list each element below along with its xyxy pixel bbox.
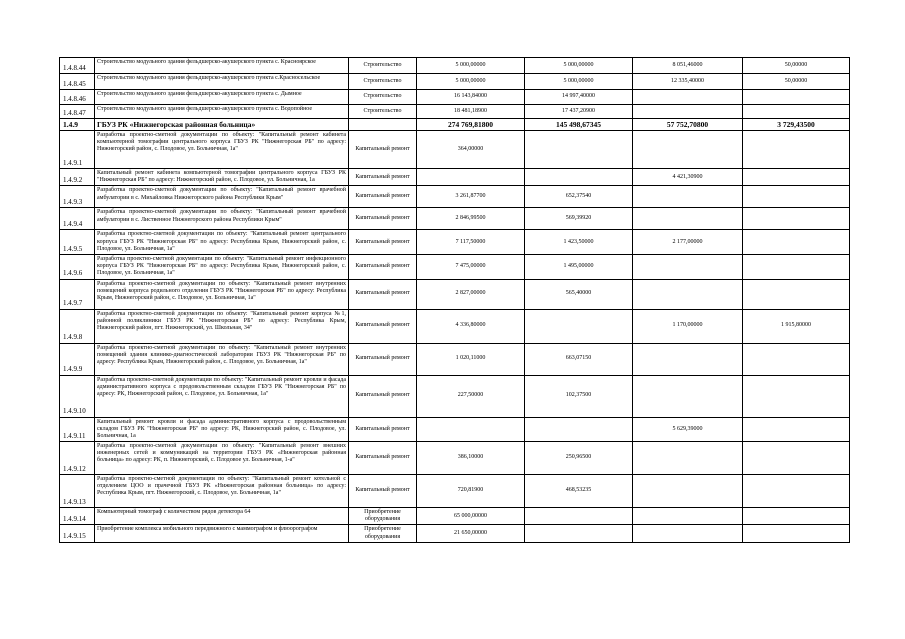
value-col-3 — [633, 442, 743, 475]
value-col-3: 4 421,30900 — [633, 169, 743, 186]
value-col-1: 18 481,18900 — [417, 105, 525, 119]
value-col-1: 720,81900 — [417, 475, 525, 508]
value-col-3 — [633, 186, 743, 208]
value-col-1 — [417, 169, 525, 186]
value-col-4 — [743, 475, 850, 508]
value-col-1 — [417, 417, 525, 442]
row-number: 1.4.9.4 — [60, 208, 95, 230]
table-row — [60, 169, 850, 186]
value-col-2 — [525, 131, 633, 169]
value-col-1: 5 000,00000 — [417, 74, 525, 90]
value-col-1: 386,10000 — [417, 442, 525, 475]
table-row — [60, 74, 850, 90]
value-col-3 — [633, 525, 743, 542]
row-number: 1.4.8.46 — [60, 90, 95, 105]
value-col-2 — [525, 309, 633, 343]
table-row — [60, 279, 850, 309]
row-type: Капитальный ремонт — [349, 186, 417, 208]
row-type: Приобретение оборудования — [349, 508, 417, 525]
value-col-4 — [743, 131, 850, 169]
row-name: Строительство модульного здания фельдшерско-акушерского пункта с. Водопойное — [95, 105, 349, 119]
value-col-2: 569,39920 — [525, 208, 633, 230]
table-row — [60, 475, 850, 508]
value-col-4 — [743, 169, 850, 186]
row-name: Разработка проектно-сметной документации по объекту: "Капитальный ремонт внутренних помещений корпуса родильного отделения ГБУЗ РК "Нижнегорская РБ" по адресу: Республика Крым, Нижнегорский район, с. Плодовое, ул. Больничная, 1а" — [95, 279, 349, 309]
row-name: Разработка проектно-сметной документации по объекту: "Капитальный ремонт внешних инженерных сетей и коммуникаций на территории ГБУЗ РК «Нижнегорская районная больница» по адресу: РК, п. Нижнегорский, с. Плодовое ул. Больничная, 1-а" — [95, 442, 349, 475]
value-col-2: 5 000,00000 — [525, 74, 633, 90]
value-col-4: 50,00000 — [743, 74, 850, 90]
value-col-4: 3 729,43500 — [743, 119, 850, 131]
table-row — [60, 230, 850, 255]
value-col-3: 2 177,00000 — [633, 230, 743, 255]
value-col-1: 7 117,50000 — [417, 230, 525, 255]
row-number: 1.4.9.7 — [60, 279, 95, 309]
row-number: 1.4.9.13 — [60, 475, 95, 508]
row-type: Строительство — [349, 105, 417, 119]
table-row — [60, 105, 850, 119]
row-number: 1.4.9.1 — [60, 131, 95, 169]
value-col-4 — [743, 343, 850, 375]
table-row — [60, 442, 850, 475]
table-row — [60, 375, 850, 417]
row-number: 1.4.9.10 — [60, 375, 95, 417]
table-row — [60, 525, 850, 542]
row-name: Компьютерный томограф с количеством рядов детектора 64 — [95, 508, 349, 525]
value-col-2 — [525, 525, 633, 542]
row-name: Разработка проектно-сметной документации по объекту: "Капитальный ремонт врачебной амбулатории в с. Лиственное Нижнегорского района Республики Крым" — [95, 208, 349, 230]
value-col-4 — [743, 375, 850, 417]
value-col-2: 1 495,00000 — [525, 254, 633, 279]
value-col-4 — [743, 417, 850, 442]
row-type: Капитальный ремонт — [349, 417, 417, 442]
value-col-2: 250,96500 — [525, 442, 633, 475]
value-col-2: 145 498,67345 — [525, 119, 633, 131]
table-row — [60, 343, 850, 375]
value-col-4 — [743, 525, 850, 542]
value-col-3 — [633, 508, 743, 525]
value-col-4 — [743, 254, 850, 279]
value-col-2 — [525, 417, 633, 442]
row-number: 1.4.8.45 — [60, 74, 95, 90]
table-row — [60, 208, 850, 230]
row-name: Разработка проектно-сметной документации по объекту: "Капитальный ремонт внутренних помещений здания клинико-диагностической лаборатории ГБУЗ РК "Нижнегорская РБ" по адресу: Республика Крым, Нижнегорский район, с. Плодовое, ул. Больничная, 1а" — [95, 343, 349, 375]
row-name: Разработка проектно-сметной документации по объекту: "Капитальный ремонт инфекционного корпуса ГБУЗ РК "Нижнегорская РБ" по адресу: Республика Крым, Нижнегорский район, с. Плодовое, ул. Больничная, 1а" — [95, 254, 349, 279]
row-number: 1.4.9.14 — [60, 508, 95, 525]
value-col-2: 102,37500 — [525, 375, 633, 417]
table-row — [60, 90, 850, 105]
row-type: Капитальный ремонт — [349, 131, 417, 169]
row-type: Капитальный ремонт — [349, 230, 417, 255]
row-type: Капитальный ремонт — [349, 254, 417, 279]
row-type — [349, 119, 417, 131]
value-col-1: 227,50000 — [417, 375, 525, 417]
table-row — [60, 417, 850, 442]
value-col-1: 7 475,00000 — [417, 254, 525, 279]
value-col-3 — [633, 105, 743, 119]
value-col-4: 50,00000 — [743, 58, 850, 74]
row-type: Капитальный ремонт — [349, 208, 417, 230]
value-col-3: 57 752,70800 — [633, 119, 743, 131]
row-name: Разработка проектно-сметной документации по объекту: "Капитальный ремонт врачебной амбулатории в с. Михайловка Нижнегорского района Республики Крым" — [95, 186, 349, 208]
row-type: Строительство — [349, 74, 417, 90]
value-col-3: 12 335,40000 — [633, 74, 743, 90]
row-name: Строительство модульного здания фельдшерско-акушерского пункта с.Красносельское — [95, 74, 349, 90]
value-col-4 — [743, 508, 850, 525]
table-row — [60, 508, 850, 525]
value-col-1: 5 000,00000 — [417, 58, 525, 74]
section-header-row — [60, 119, 850, 131]
row-name: Капитальный ремонт кабинета компьютерной томографии центрального корпуса ГБУЗ РК "Нижнегорская РБ" по адресу: Нижнегорский район, с. Плодовое, ул. Больничная, 1а — [95, 169, 349, 186]
value-col-2: 468,53235 — [525, 475, 633, 508]
value-col-3 — [633, 279, 743, 309]
value-col-3 — [633, 475, 743, 508]
value-col-2: 5 000,00000 — [525, 58, 633, 74]
row-name: Разработка проектно-сметной документации по объекту: "Капитальный ремонт котельной с отделением ЦОО и прачечной ГБУЗ РК «Нижнегорская районная больница» по адресу: Республика Крым, пгт. Нижнегорский, с. Плодовое, ул. Больничная, 1а" — [95, 475, 349, 508]
value-col-3: 8 051,46000 — [633, 58, 743, 74]
row-name: Разработка проектно-сметной документации по объекту: "Капитальный ремонт кабинета компьютерной томографии центрального корпуса ГБУЗ РК "Нижнегорская РБ" по адресу: Нижнегорский район, с. Плодовое, ул. Больничная, 1а" — [95, 131, 349, 169]
row-number: 1.4.9.2 — [60, 169, 95, 186]
value-col-2: 565,40000 — [525, 279, 633, 309]
value-col-1: 65 000,00000 — [417, 508, 525, 525]
table-row — [60, 58, 850, 74]
row-number: 1.4.9.11 — [60, 417, 95, 442]
value-col-4 — [743, 230, 850, 255]
value-col-3: 1 170,00000 — [633, 309, 743, 343]
value-col-2: 17 437,20900 — [525, 105, 633, 119]
row-type: Строительство — [349, 90, 417, 105]
row-number: 1.4.9.6 — [60, 254, 95, 279]
value-col-4: 1 915,80000 — [743, 309, 850, 343]
value-col-1: 274 769,81800 — [417, 119, 525, 131]
value-col-4 — [743, 279, 850, 309]
row-type: Строительство — [349, 58, 417, 74]
value-col-3 — [633, 375, 743, 417]
value-col-3 — [633, 343, 743, 375]
row-type: Капитальный ремонт — [349, 279, 417, 309]
value-col-3: 5 629,39000 — [633, 417, 743, 442]
value-col-1: 2 846,99500 — [417, 208, 525, 230]
budget-table — [59, 57, 850, 543]
value-col-2: 652,37540 — [525, 186, 633, 208]
value-col-4 — [743, 186, 850, 208]
table-row — [60, 186, 850, 208]
row-type: Капитальный ремонт — [349, 442, 417, 475]
row-number: 1.4.9.5 — [60, 230, 95, 255]
row-number: 1.4.9.15 — [60, 525, 95, 542]
row-name: Разработка проектно-сметной документации по объекту: "Капитальный ремонт центрального корпуса ГБУЗ РК "Нижнегорская РБ" по адресу: Республика Крым, Нижнегорский район, с. Плодовое, ул. Больничная, 1а" — [95, 230, 349, 255]
value-col-3 — [633, 254, 743, 279]
value-col-4 — [743, 442, 850, 475]
value-col-4 — [743, 90, 850, 105]
row-number: 1.4.9.12 — [60, 442, 95, 475]
value-col-1: 1 020,11000 — [417, 343, 525, 375]
value-col-1: 3 261,87700 — [417, 186, 525, 208]
row-type: Капитальный ремонт — [349, 169, 417, 186]
row-name: Разработка проектно-сметной документации по объекту: "Капитальный ремонт корпуса №1, районной поликлиники ГБУЗ РК "Нижнегорская РБ" по адресу: Республика Крым, Нижнегорский район, пгт. Нижнегорский, ул. Школьная, 34" — [95, 309, 349, 343]
row-number: 1.4.9 — [60, 119, 95, 131]
row-number: 1.4.9.3 — [60, 186, 95, 208]
row-type: Капитальный ремонт — [349, 343, 417, 375]
row-type: Капитальный ремонт — [349, 475, 417, 508]
value-col-4 — [743, 208, 850, 230]
value-col-2: 14 997,40000 — [525, 90, 633, 105]
value-col-3 — [633, 90, 743, 105]
row-name: ГБУЗ РК «Нижнегорская районная больница» — [95, 119, 349, 131]
table-row — [60, 309, 850, 343]
value-col-3 — [633, 208, 743, 230]
value-col-1: 2 827,00000 — [417, 279, 525, 309]
row-type: Капитальный ремонт — [349, 375, 417, 417]
value-col-2 — [525, 508, 633, 525]
value-col-4 — [743, 105, 850, 119]
value-col-1: 16 143,84000 — [417, 90, 525, 105]
value-col-3 — [633, 131, 743, 169]
row-number: 1.4.8.44 — [60, 58, 95, 74]
row-name: Капитальный ремонт кровли и фасада административного корпуса с продовольственным складом ГБУЗ РК "Нижнегорская РБ" по адресу: РК, Нижнегорский район, с. Плодовое, ул. Больничная, 1а — [95, 417, 349, 442]
value-col-2: 663,07150 — [525, 343, 633, 375]
row-name: Строительство модульного здания фельдшерско-акушерского пункта с. Красноярское — [95, 58, 349, 74]
row-name: Строительство модульного здания фельдшерско-акушерского пункта с. Дымное — [95, 90, 349, 105]
row-type: Приобретение оборудования — [349, 525, 417, 542]
table-row — [60, 254, 850, 279]
row-number: 1.4.9.8 — [60, 309, 95, 343]
value-col-2 — [525, 169, 633, 186]
table-row — [60, 131, 850, 169]
row-number: 1.4.9.9 — [60, 343, 95, 375]
row-name: Приобретение комплекса мобильного передвижного с маммографом и флюорографом — [95, 525, 349, 542]
row-type: Капитальный ремонт — [349, 309, 417, 343]
value-col-1: 364,00000 — [417, 131, 525, 169]
value-col-1: 21 650,00000 — [417, 525, 525, 542]
row-name: Разработка проектно-сметной документации по объекту: "Капитальный ремонт кровли и фасада административного корпуса с продовольственным складом ГБУЗ РК "Нижнегорская РБ" по адресу: РК, Нижнегорский район, с. Плодовое, ул. Больничная, 1а" — [95, 375, 349, 417]
row-number: 1.4.8.47 — [60, 105, 95, 119]
value-col-2: 1 423,50000 — [525, 230, 633, 255]
value-col-1: 4 336,80000 — [417, 309, 525, 343]
